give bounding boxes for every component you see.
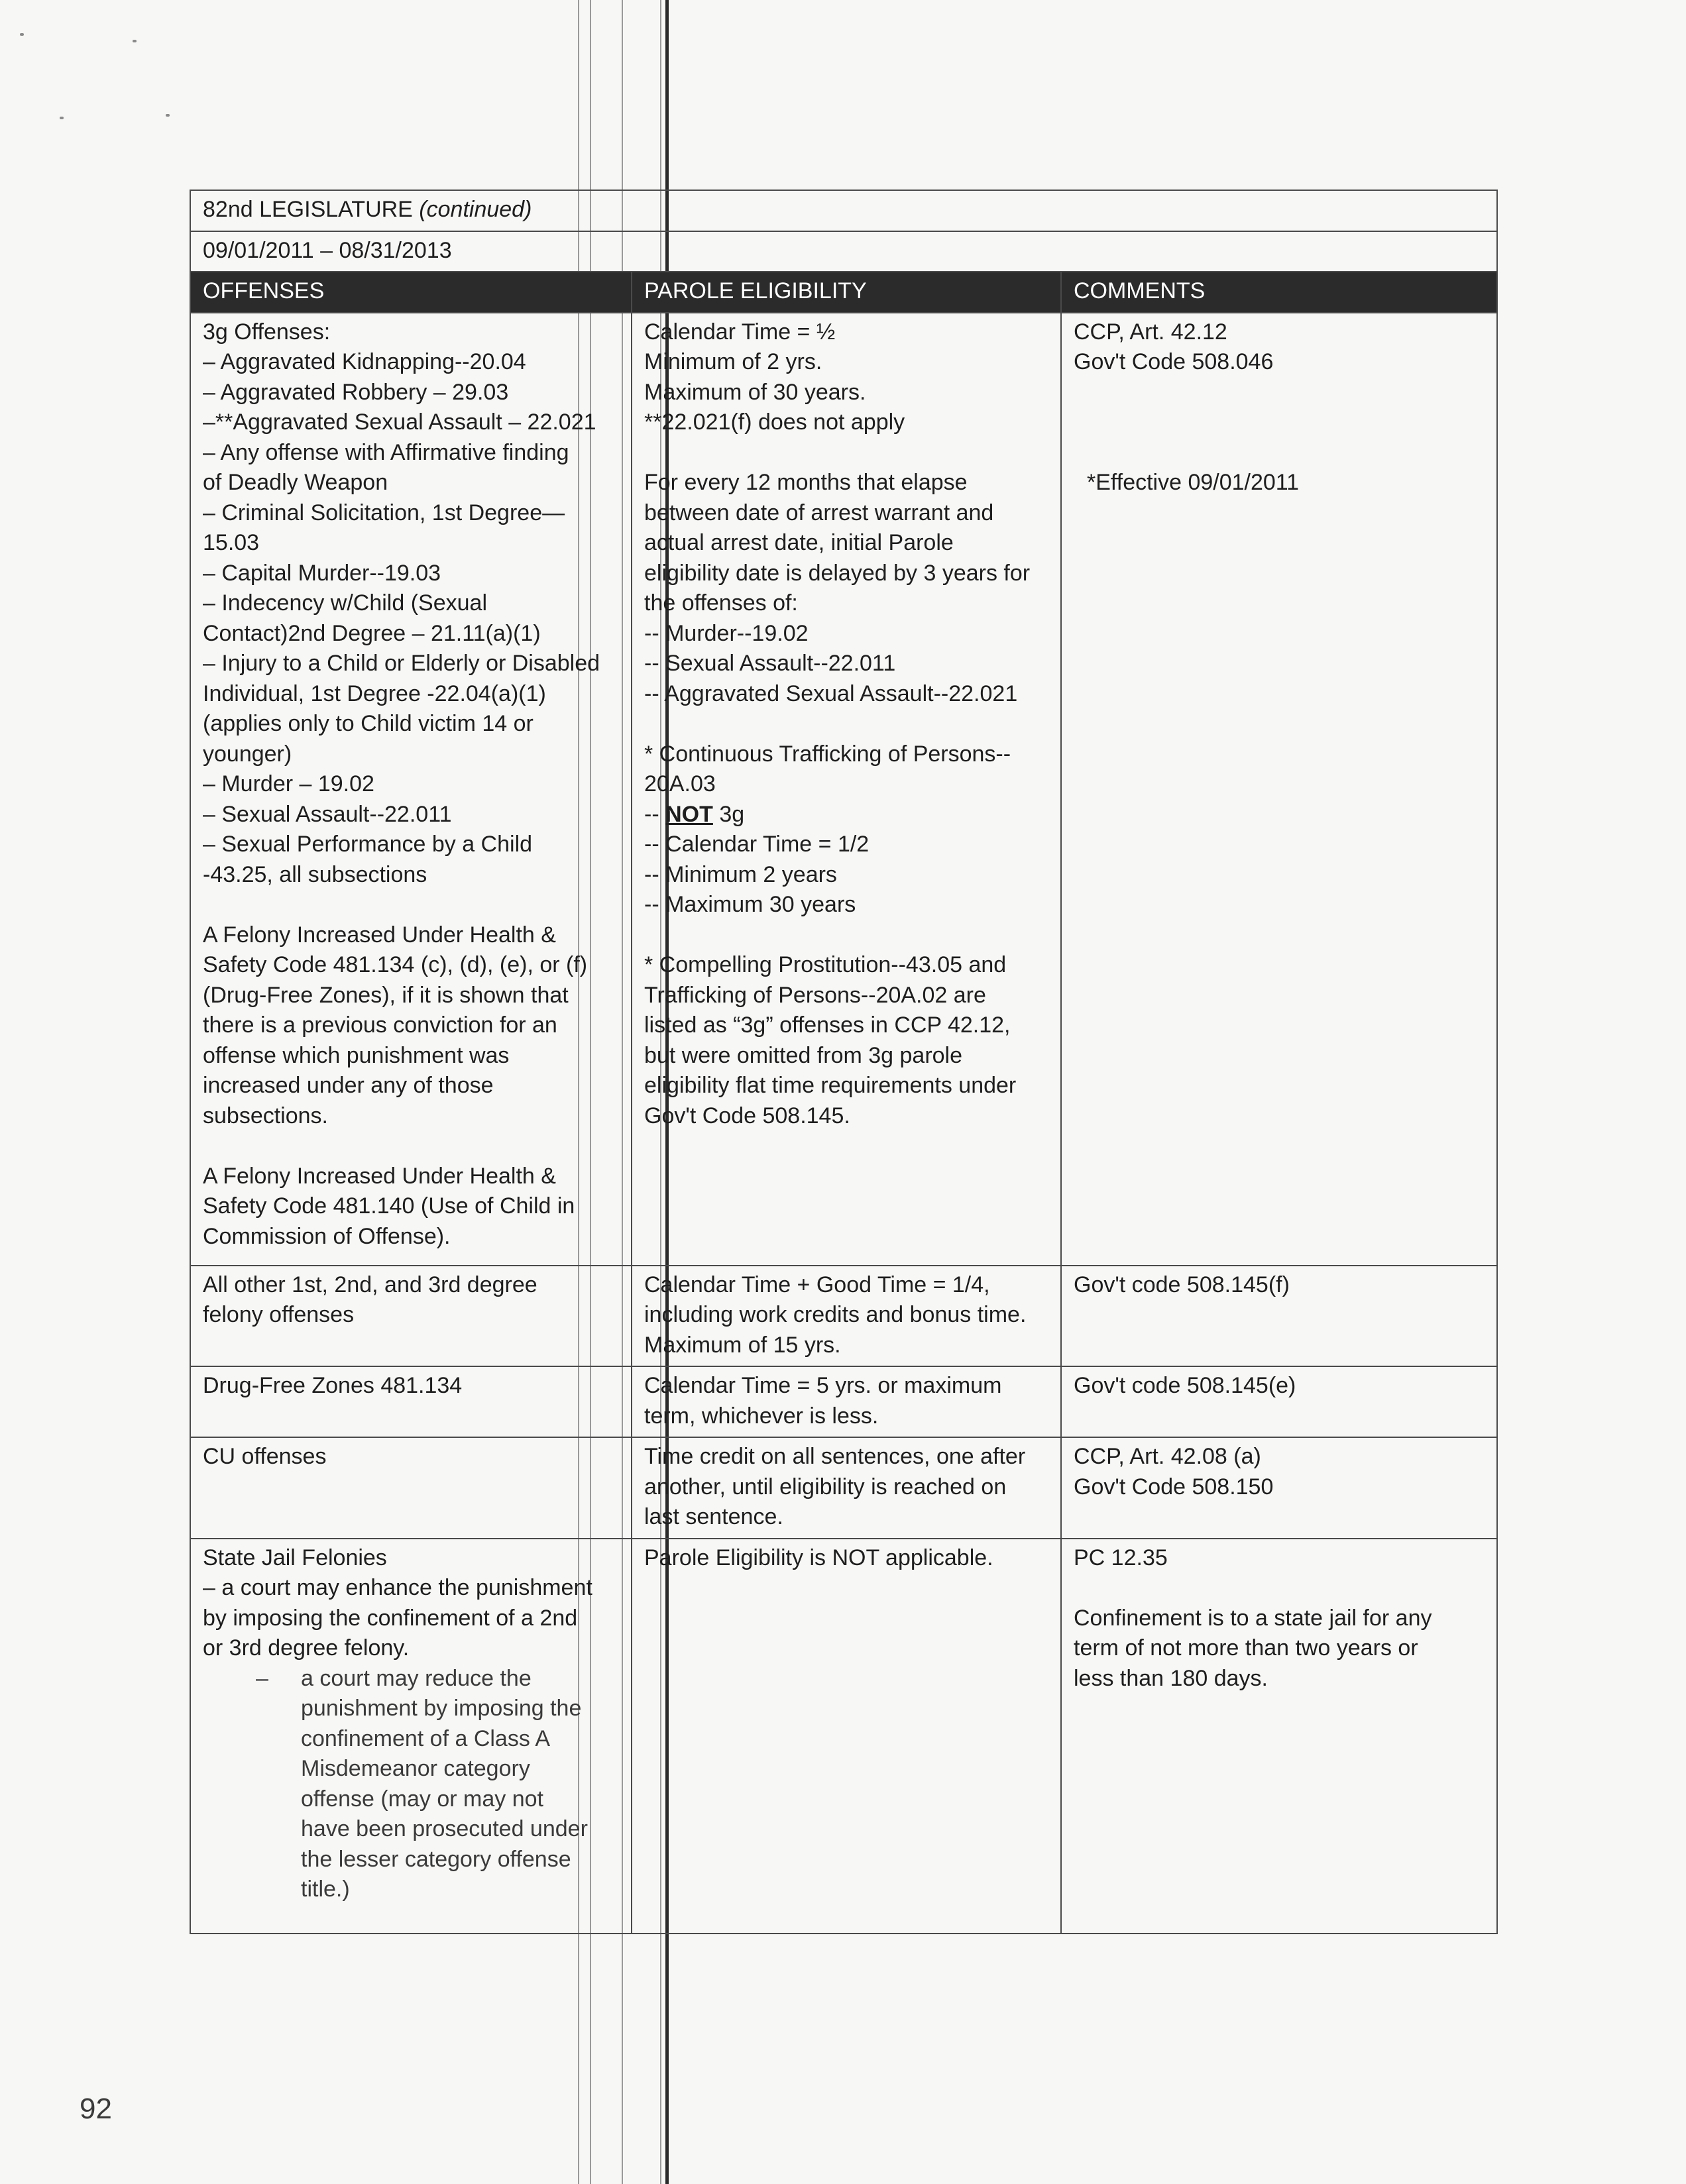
text-line: punishment by imposing the xyxy=(301,1696,582,1721)
text-line: – Injury to a Child or Elderly or Disabled xyxy=(203,651,600,676)
text-line: Gov't Code 508.046 xyxy=(1074,349,1274,374)
not-3g-suffix: 3g xyxy=(712,801,745,827)
text-line: – Criminal Solicitation, 1st Degree— xyxy=(203,500,565,525)
legislature-dates-row xyxy=(190,231,1497,272)
text-line: * Continuous Trafficking of Persons-- xyxy=(644,741,1011,767)
text-line: -- Minimum 2 years xyxy=(644,861,837,887)
text-line: (Drug-Free Zones), if it is shown that xyxy=(203,982,569,1008)
text-line: term, whichever is less. xyxy=(644,1403,879,1429)
text-line: offense which punishment was xyxy=(203,1042,510,1068)
text-line: -- Murder--19.02 xyxy=(644,620,809,646)
text-line: term of not more than two years or xyxy=(1074,1635,1418,1661)
scan-speck xyxy=(133,40,137,42)
offenses-cell xyxy=(190,313,632,1266)
text-line: Minimum of 2 yrs. xyxy=(644,349,822,374)
text-line: the offenses of: xyxy=(644,590,798,616)
text-line: confinement of a Class A xyxy=(301,1725,551,1751)
text-line: Gov't Code 508.150 xyxy=(1074,1474,1274,1500)
text-line: Calendar Time = 5 yrs. or maximum xyxy=(644,1373,1002,1398)
table-row xyxy=(190,1539,1497,1934)
text-line: Trafficking of Persons--20A.02 are xyxy=(644,982,986,1008)
table-row xyxy=(190,1437,1497,1539)
text-line: –**Aggravated Sexual Assault – 22.021 xyxy=(203,410,596,435)
text-line: Misdemeanor category xyxy=(301,1756,530,1781)
not-3g-prefix: -- xyxy=(644,801,666,827)
paragraph-gap xyxy=(1074,438,1486,468)
text-line: listed as “3g” offenses in CCP 42.12, xyxy=(644,1012,1011,1038)
column-header-comments: COMMENTS xyxy=(1061,272,1497,313)
parole-eligibility-cell xyxy=(632,1266,1061,1367)
not-emphasis: NOT xyxy=(665,801,713,827)
legislature-title-text: 82nd LEGISLATURE xyxy=(203,197,413,222)
text-line: subsections. xyxy=(203,1103,328,1128)
text-line: title.) xyxy=(301,1877,350,1902)
text-line: **22.021(f) does not apply xyxy=(644,410,905,435)
text-line: Calendar Time + Good Time = 1/4, xyxy=(644,1272,990,1297)
page-number: 92 xyxy=(80,2093,112,2125)
parole-eligibility-cell xyxy=(632,1539,1061,1934)
text-line: felony offenses xyxy=(203,1302,355,1327)
sub-bullet xyxy=(203,1664,620,1905)
text-line: – Indecency w/Child (Sexual xyxy=(203,590,488,616)
text-line: Individual, 1st Degree -22.04(a)(1) xyxy=(203,681,546,706)
text-line: 20A.03 xyxy=(644,771,716,796)
table-row xyxy=(190,313,1497,1266)
text-line: State Jail Felonies xyxy=(203,1545,387,1570)
table-row xyxy=(190,1266,1497,1367)
column-header-offenses: OFFENSES xyxy=(190,272,632,313)
text-line: or 3rd degree felony. xyxy=(203,1635,410,1661)
text-line: All other 1st, 2nd, and 3rd degree xyxy=(203,1272,537,1297)
text-line: less than 180 days. xyxy=(1074,1665,1268,1691)
parole-eligibility-cell xyxy=(632,1366,1061,1437)
offenses-cell xyxy=(190,1539,632,1934)
text-line: – Aggravated Robbery – 29.03 xyxy=(203,379,509,405)
text-line: 3g Offenses: xyxy=(203,319,331,345)
text-line: CU offenses xyxy=(203,1444,327,1469)
legislature-dates: 09/01/2011 – 08/31/2013 xyxy=(190,231,1497,272)
text-line: *Effective 09/01/2011 xyxy=(1087,470,1300,495)
paragraph-gap xyxy=(1074,1573,1486,1604)
text-line: but were omitted from 3g parole xyxy=(644,1042,963,1068)
legislature-title xyxy=(190,190,1497,231)
text-line: Time credit on all sentences, one after xyxy=(644,1444,1026,1469)
text-line: – Sexual Assault--22.011 xyxy=(203,801,452,827)
comments-cell xyxy=(1061,1437,1497,1539)
table-row xyxy=(190,1366,1497,1437)
text-line: -- Aggravated Sexual Assault--22.021 xyxy=(644,681,1018,706)
text-line: eligibility date is delayed by 3 years for xyxy=(644,560,1031,586)
text-line: -- Calendar Time = 1/2 xyxy=(644,832,870,857)
text-line: – a court may enhance the punishment xyxy=(203,1575,592,1600)
text-line: younger) xyxy=(203,741,292,767)
offenses-cell xyxy=(190,1366,632,1437)
paragraph-gap xyxy=(1074,408,1486,438)
text-line: For every 12 months that elapse xyxy=(644,470,968,495)
comments-cell xyxy=(1061,1539,1497,1934)
parole-eligibility-cell xyxy=(632,1437,1061,1539)
text-line: the lesser category offense xyxy=(301,1846,571,1872)
text-line: Parole Eligibility is NOT applicable. xyxy=(644,1545,993,1570)
text-line: – Sexual Performance by a Child xyxy=(203,832,533,857)
text-line: by imposing the confinement of a 2nd xyxy=(203,1605,578,1631)
text-line: 15.03 xyxy=(203,530,260,555)
text-line: have been prosecuted under xyxy=(301,1816,588,1841)
text-line: A Felony Increased Under Health & xyxy=(203,922,556,948)
parole-eligibility-cell xyxy=(632,313,1061,1266)
text-line: – Aggravated Kidnapping--20.04 xyxy=(203,349,526,374)
text-line: there is a previous conviction for an xyxy=(203,1012,557,1038)
text-line: actual arrest date, initial Parole xyxy=(644,530,954,555)
text-line: last sentence. xyxy=(644,1504,783,1529)
text-line: Maximum of 15 yrs. xyxy=(644,1332,841,1358)
text-line: * Compelling Prostitution--43.05 and xyxy=(644,952,1007,977)
text-line: another, until eligibility is reached on xyxy=(644,1474,1007,1500)
offenses-cell xyxy=(190,1266,632,1367)
text-line: eligibility flat time requirements under xyxy=(644,1073,1017,1098)
offenses-cell xyxy=(190,1437,632,1539)
text-line: Safety Code 481.134 (c), (d), (e), or (f) xyxy=(203,952,588,977)
text-line: Gov't code 508.145(e) xyxy=(1074,1373,1296,1398)
text-line: -- Maximum 30 years xyxy=(644,892,856,917)
text-line: PC 12.35 xyxy=(1074,1545,1168,1570)
text-line: – Capital Murder--19.03 xyxy=(203,560,441,586)
comments-cell xyxy=(1061,1366,1497,1437)
text-line: including work credits and bonus time. xyxy=(644,1302,1027,1327)
paragraph-gap xyxy=(203,890,620,920)
text-line: -- Sexual Assault--22.011 xyxy=(644,651,896,676)
sub-bullet-dash: – xyxy=(256,1665,268,1691)
text-line: Contact)2nd Degree – 21.11(a)(1) xyxy=(203,620,541,646)
text-line: A Felony Increased Under Health & xyxy=(203,1163,556,1189)
text-line: – Any offense with Affirmative finding xyxy=(203,439,569,465)
parole-eligibility-table xyxy=(190,190,1498,1934)
comments-cell xyxy=(1061,1266,1497,1367)
text-line: between date of arrest warrant and xyxy=(644,500,994,525)
comments-cell xyxy=(1061,313,1497,1266)
paragraph-gap xyxy=(644,438,1050,468)
paragraph-gap xyxy=(203,1131,620,1162)
text-line: CCP, Art. 42.12 xyxy=(1074,319,1227,345)
scan-speck xyxy=(166,114,170,117)
legislature-title-suffix: (continued) xyxy=(419,197,532,222)
text-line: offense (may or may not xyxy=(301,1786,543,1812)
text-line: of Deadly Weapon xyxy=(203,470,388,495)
text-line: Calendar Time = ½ xyxy=(644,319,836,345)
text-line: (applies only to Child victim 14 or xyxy=(203,711,534,736)
text-line: Drug-Free Zones 481.134 xyxy=(203,1373,463,1398)
scan-speck xyxy=(20,33,24,36)
column-header-parole-eligibility: PAROLE ELIGIBILITY xyxy=(632,272,1061,313)
text-line: Gov't Code 508.145. xyxy=(644,1103,850,1128)
text-line: Commission of Offense). xyxy=(203,1223,451,1249)
paragraph-gap xyxy=(644,709,1050,739)
text-line: Safety Code 481.140 (Use of Child in xyxy=(203,1193,575,1219)
column-header-row xyxy=(190,272,1497,313)
text-line: increased under any of those xyxy=(203,1073,494,1098)
text-line: Maximum of 30 years. xyxy=(644,379,866,405)
text-line: Confinement is to a state jail for any xyxy=(1074,1605,1432,1631)
text-line: -43.25, all subsections xyxy=(203,861,427,887)
legislature-title-row xyxy=(190,190,1497,231)
text-line: a court may reduce the xyxy=(301,1665,532,1691)
paragraph-gap xyxy=(644,920,1050,951)
scan-speck xyxy=(60,117,64,119)
text-line: – Murder – 19.02 xyxy=(203,771,374,796)
text-line: Gov't code 508.145(f) xyxy=(1074,1272,1290,1297)
not-3g-line xyxy=(644,800,1050,830)
text-line: CCP, Art. 42.08 (a) xyxy=(1074,1444,1261,1469)
paragraph-gap xyxy=(1074,378,1486,408)
